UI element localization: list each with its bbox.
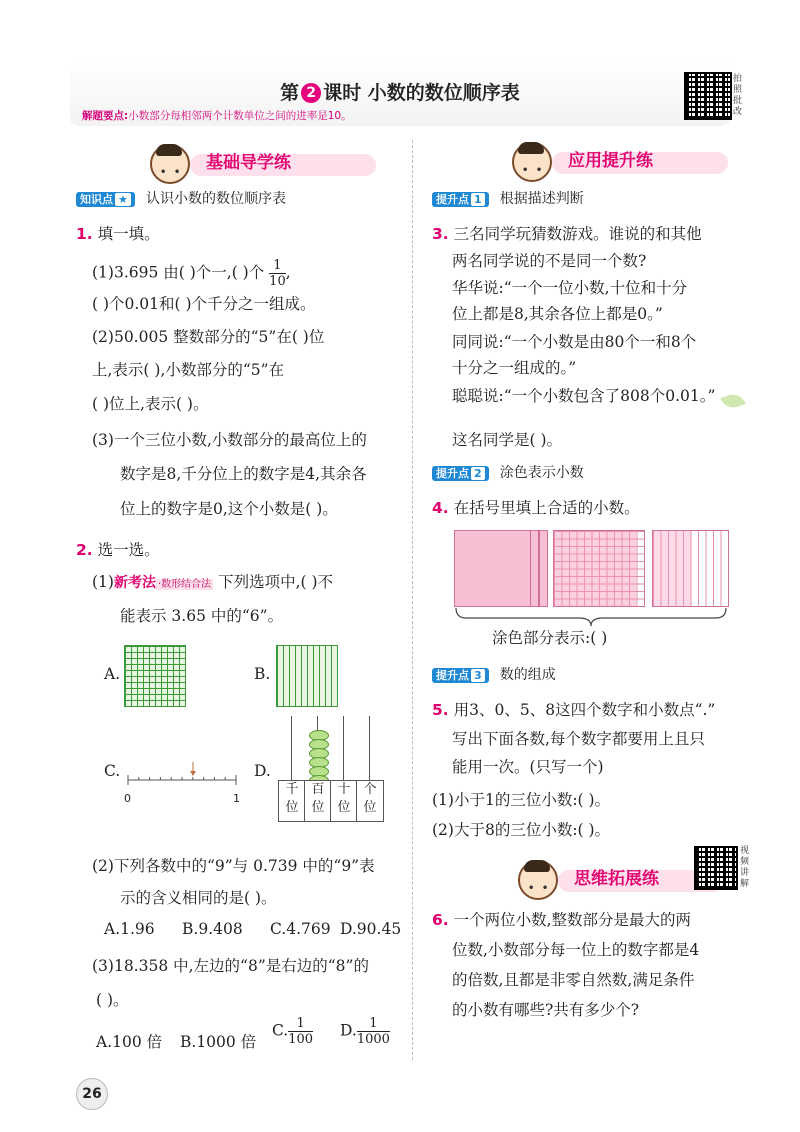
question-number: 5.	[432, 701, 449, 719]
q5-line3: 能用一次。(只写一个)	[452, 758, 604, 776]
question-number: 6.	[432, 911, 449, 929]
shaded-strip-b	[539, 530, 548, 607]
text: ,	[285, 263, 291, 282]
abacus-place-labels	[278, 780, 386, 822]
abacus-figure-d	[278, 712, 386, 822]
q5-line2: 写出下面各数,每个数字都要用上且只	[452, 730, 705, 748]
q3-line7: 聪聪说:“一个小数包含了808个0.01。”	[452, 387, 716, 405]
star-icon: ★	[115, 193, 131, 206]
frac-num: 1	[369, 1016, 378, 1031]
q1-line4: 上,表示( ),小数部分的“5”在	[92, 361, 285, 379]
q6-line2: 位数,小数部分每一位上的数字都是4	[452, 941, 700, 959]
tag-number: 1	[471, 193, 485, 206]
knowledge-point-row	[76, 188, 286, 208]
place-cell-hundreds	[304, 780, 332, 822]
q2-part3-option-d	[340, 1016, 390, 1047]
hundred-grid-figure-a	[124, 645, 186, 707]
question-number: 4.	[432, 499, 449, 517]
title-prefix: 第	[280, 82, 300, 104]
qr-code-icon[interactable]	[684, 72, 732, 120]
abacus-rod	[369, 716, 370, 780]
raise-point-row-2	[432, 462, 584, 482]
tag-text: 提升点	[436, 193, 469, 206]
place-label: 千	[285, 782, 299, 797]
text: 下列选项中,( )不	[218, 573, 334, 591]
raise-point-tag	[432, 192, 489, 207]
option-d-label: D.	[254, 762, 271, 780]
video-qr-caption: 视频讲解	[740, 846, 750, 889]
brace-svg	[454, 606, 728, 628]
student-face-icon	[150, 144, 190, 184]
section-title: 思维拓展练	[574, 869, 659, 889]
q1-line8: 位上的数字是0,这个小数是( )。	[120, 500, 338, 518]
q5-part1: (1)小于1的三位小数:( )。	[432, 791, 611, 809]
frac-num: 1	[273, 258, 282, 273]
q2-part1-line2: 能表示 3.65 中的“6”。	[120, 607, 284, 625]
question-title: 选一选。	[97, 541, 160, 559]
tag-number: 3	[471, 669, 485, 682]
student-face-icon	[518, 860, 558, 900]
q3-line4: 位上都是8,其余各位上都是0。”	[452, 305, 663, 323]
q2-part2-option-b: B.9.408	[182, 920, 243, 938]
knowledge-point-label: 认识小数的数位顺序表	[145, 191, 286, 207]
abacus-rod	[343, 716, 344, 780]
axis-label-1: 1	[233, 792, 240, 805]
text: (1)3.695 由( )个一,( )个	[92, 263, 265, 282]
question-number: 2.	[76, 541, 93, 559]
title-text: 课时 小数的数位顺序表	[323, 82, 520, 104]
ten-strip-figure-b	[276, 645, 338, 707]
shaded-strip-square	[652, 530, 729, 607]
text: D.	[340, 1021, 357, 1040]
q1-line6: (3)一个三位小数,小数部分的最高位上的	[92, 431, 367, 449]
tag-number: 2	[471, 467, 485, 480]
section-banner-extend	[518, 864, 724, 894]
section-banner-basic	[150, 148, 376, 178]
place-label: 位	[337, 800, 351, 815]
place-label: 个	[363, 782, 377, 797]
raise-point-row-1	[432, 188, 584, 208]
tip-text: 小数部分每相邻两个计数单位之间的进率是10。	[128, 110, 352, 122]
q1-line3: (2)50.005 整数部分的“5”在( )位	[92, 328, 325, 346]
place-label: 百	[311, 782, 325, 797]
place-cell-tens	[330, 780, 358, 822]
new-method-subtag: ·数形结合法	[157, 579, 212, 590]
question-number: 1.	[76, 225, 93, 243]
q2-part2-option-d: D.90.45	[340, 920, 402, 938]
place-label: 位	[311, 800, 325, 815]
shaded-grid-square	[553, 530, 645, 607]
shaded-square-1	[454, 530, 531, 607]
q3-line2: 两名同学说的不是同一个数?	[452, 252, 647, 270]
q3-line5: 同同说:“一个小数是由80个一和8个	[452, 333, 697, 351]
q3-line6: 十分之一组成的。”	[452, 359, 577, 377]
q2-part2-line1: (2)下列各数中的“9”与 0.739 中的“9”表	[92, 857, 375, 875]
lesson-number-badge: 2	[301, 83, 321, 103]
student-face-icon	[512, 142, 552, 182]
frac-num: 1	[296, 1016, 305, 1031]
q2-part3-option-c	[272, 1016, 313, 1047]
tip-label: 解题要点:	[82, 110, 129, 122]
q2-part3-option-b: B.1000 倍	[180, 1033, 257, 1051]
page-number: 26	[76, 1078, 108, 1110]
q4-caption: 涂色部分表示:( )	[492, 629, 608, 647]
q2-part3-line1: (3)18.358 中,左边的“8”是右边的“8”的	[92, 957, 369, 975]
page-title	[0, 78, 800, 105]
fraction	[288, 1016, 313, 1047]
leaf-icon	[720, 391, 745, 412]
place-label: 位	[285, 800, 299, 815]
q1-line2: ( )个0.01和( )个千分之一组成。	[92, 295, 316, 313]
q1-line5: ( )位上,表示( )。	[92, 395, 209, 413]
q3-line1	[432, 222, 702, 244]
q2-part1-line1	[92, 570, 333, 592]
fraction	[269, 258, 286, 289]
column-divider	[412, 140, 413, 1060]
grid-shaded-area	[554, 531, 636, 606]
raise-point-label: 数的组成	[499, 667, 556, 683]
text: 三名同学玩猜数游戏。谁说的和其他	[453, 225, 702, 243]
option-b-label: B.	[254, 665, 271, 683]
option-c-label: C.	[104, 762, 121, 780]
raise-point-tag	[432, 668, 489, 683]
abacus-rod	[291, 716, 292, 780]
knowledge-point-tag	[76, 192, 135, 207]
place-label: 位	[363, 800, 377, 815]
strip-shaded-area	[653, 531, 691, 606]
q1-line1	[92, 258, 291, 289]
part-label: (1)	[92, 573, 114, 591]
qr-caption: 拍照批改	[733, 74, 743, 117]
q6-line3: 的倍数,且都是非零自然数,满足条件	[452, 971, 695, 989]
raise-point-tag	[432, 466, 489, 481]
q3-line3: 华华说:“一个一位小数,十位和十分	[452, 279, 688, 297]
place-cell-ones	[356, 780, 384, 822]
frac-den: 10	[269, 274, 286, 289]
q4-line1	[432, 496, 640, 518]
place-cell-thousands	[278, 780, 306, 822]
q2-part2-line2: 示的含义相同的是( )。	[120, 889, 277, 907]
place-label: 十	[337, 782, 351, 797]
q5-line1	[432, 698, 715, 720]
section-title: 应用提升练	[568, 151, 653, 171]
q5-part2: (2)大于8的三位小数:( )。	[432, 821, 611, 839]
q2-part3-option-a: A.100 倍	[96, 1033, 163, 1051]
question-title: 填一填。	[97, 225, 160, 243]
q6-line4: 的小数有哪些?共有多少个?	[452, 1001, 640, 1019]
tag-text: 提升点	[436, 467, 469, 480]
frac-den: 1000	[356, 1032, 390, 1047]
question-number: 3.	[432, 225, 449, 243]
raise-point-label: 根据描述判断	[499, 191, 584, 207]
q1-heading	[76, 222, 160, 244]
q1-line7: 数字是8,千分位上的数字是4,其余各	[120, 465, 367, 483]
q2-part3-line2: ( )。	[96, 991, 129, 1009]
q2-heading	[76, 538, 160, 560]
q3-answer-line: 这名同学是( )。	[452, 431, 563, 449]
tip-line	[82, 108, 352, 123]
fraction	[357, 1016, 390, 1047]
text: 在括号里填上合适的小数。	[453, 499, 640, 517]
text: 用3、0、5、8这四个数字和小数点“.”	[453, 701, 716, 719]
section-title: 基础导学练	[206, 153, 291, 173]
q6-line1	[432, 908, 691, 930]
q2-part2-option-a: A.1.96	[104, 920, 155, 938]
kp-tag-text: 知识点	[80, 193, 113, 206]
new-method-tag: 新考法	[113, 575, 156, 591]
tag-text: 提升点	[436, 669, 469, 682]
raise-point-row-3	[432, 664, 556, 684]
frac-den: 100	[288, 1032, 314, 1047]
section-banner-apply	[512, 146, 728, 176]
shaded-strip-a	[530, 530, 539, 607]
text: 一个两位小数,整数部分是最大的两	[453, 911, 692, 929]
text: C.	[272, 1021, 289, 1040]
number-line-svg	[124, 760, 239, 800]
q2-part2-option-c: C.4.769	[270, 920, 331, 938]
raise-point-label: 涂色表示小数	[499, 465, 584, 481]
option-a-label: A.	[104, 665, 121, 683]
axis-label-0: 0	[124, 792, 131, 805]
number-line-figure-c	[124, 760, 239, 800]
